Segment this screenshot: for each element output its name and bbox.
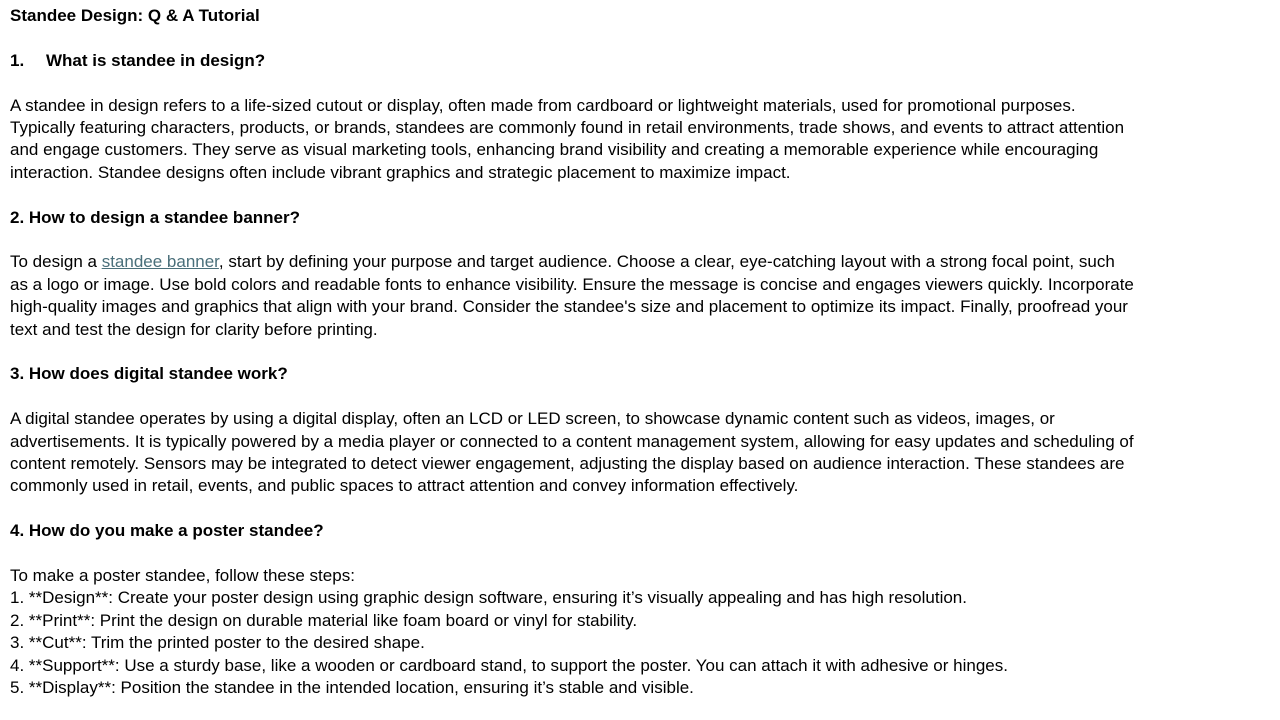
question-2: 2. How to design a standee banner? <box>10 207 300 227</box>
answer-1-line-1: A standee in design refers to a life-sized cutout or display, often made from cardboard or lightweight materials, used for promotional purposes. <box>10 95 1076 115</box>
spacer <box>10 341 1260 363</box>
answer-3-line-3: content remotely. Sensors may be integrated to detect viewer engagement, adjusting the display based on audience interaction. These standees are <box>10 454 1125 474</box>
spacer <box>10 184 1260 206</box>
question-3: 3. How does digital standee work? <box>10 364 288 384</box>
answer-1-line-2: Typically featuring characters, products, or brands, standees are commonly found in retail environments, trade shows, and events to attract attention <box>10 118 1125 137</box>
answer-2-line-1 <box>10 251 1260 273</box>
spacer <box>10 543 1260 565</box>
step-5: 5. **Display**: Position the standee in the intended location, ensuring it’s stable and visible. <box>10 678 694 698</box>
spacer <box>10 229 1260 251</box>
spacer <box>10 386 1260 408</box>
answer-2-prefix: To design a <box>10 252 102 272</box>
answer-4-intro: To make a poster standee, follow these steps: <box>10 566 355 586</box>
answer-2-line-2: as a logo or image. Use bold colors and readable fonts to enhance visibility. Ensure the message is concise and engages viewers quickly. Incorporate <box>10 274 1134 294</box>
spacer <box>10 27 1260 49</box>
question-1-text: What is standee in design? <box>46 50 266 70</box>
answer-3-line-2: advertisements. It is typically powered by a media player or connected to a content management system, allowing for easy updates and scheduling of <box>10 431 1134 451</box>
answer-1-line-3: and engage customers. They serve as visual marketing tools, enhancing brand visibility and creating a memorable experience while encouraging <box>10 140 1099 160</box>
question-1 <box>10 50 1260 72</box>
answer-2-line-4: text and test the design for clarity before printing. <box>10 319 378 339</box>
answer-3-line-1: A digital standee operates by using a digital display, often an LCD or LED screen, to showcase dynamic content such as videos, images, or <box>10 409 1055 429</box>
answer-2-line-3: high-quality images and graphics that align with your brand. Consider the standee's size and placement to optimize its impact. Finally, proofread your <box>10 297 1128 317</box>
step-2: 2. **Print**: Print the design on durable material like foam board or vinyl for stability. <box>10 610 638 630</box>
spacer <box>10 72 1260 94</box>
question-1-number: 1. <box>10 50 25 70</box>
step-1: 1. **Design**: Create your poster design using graphic design software, ensuring it’s visually appealing and has high resolution. <box>10 588 967 608</box>
spacer <box>10 498 1260 520</box>
answer-3-line-4: commonly used in retail, events, and public spaces to attract attention and convey information effectively. <box>10 476 799 496</box>
standee-banner-link[interactable]: standee banner <box>101 252 219 272</box>
question-4: 4. How do you make a poster standee? <box>10 521 324 541</box>
step-4: 4. **Support**: Use a sturdy base, like a wooden or cardboard stand, to support the poster. You can attach it with adhesive or hinges. <box>10 655 1008 675</box>
document-title: Standee Design: Q & A Tutorial <box>10 6 260 25</box>
answer-1-line-4: interaction. Standee designs often include vibrant graphics and strategic placement to maximize impact. <box>10 162 791 182</box>
answer-2-line-1-rest: , start by defining your purpose and target audience. Choose a clear, eye-catching layout with a strong focal point, such <box>218 252 1115 272</box>
step-3: 3. **Cut**: Trim the printed poster to the desired shape. <box>10 633 425 653</box>
